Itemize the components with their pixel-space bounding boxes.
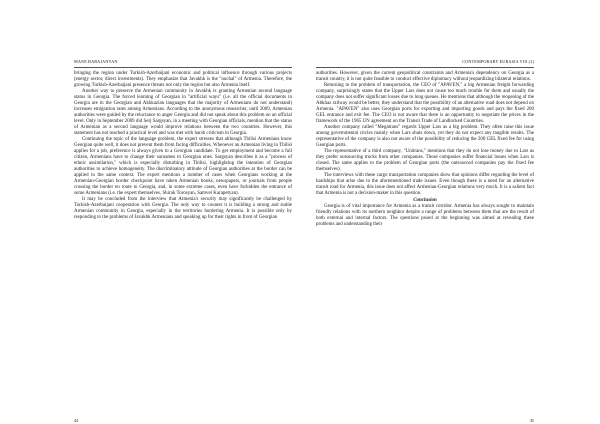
paragraph: Returning to the problem of transportation, the CEO of "APAVEN," a big Armenian freight forwarding company, surprisingly states that the Upper Lars does not cause too much trouble for them and usually the company does not suffer significant losses due to long queues. He mentions that although the reopening of the Abkhaz railway would be better, they understand that the possibility of an alternative road does not depend on Armenia. "APAVEN" also uses Georgian ports for exporting and importing goods and pays the fixed 200 GEL entrance and exit fee. The CEO is not aware that there is an opportunity to negotiate the prices in the framework of the 1965 UN agreement on the Transit Trade of Landlocked Countries. [316,83,534,124]
running-head-author: MANE BABAJANYAN [74,59,118,64]
left-page [74,0,292,424]
paragraph: The interviews with these cargo transportation companies show that opinions differ regarding the level of hardships that arise due to the aforementioned trade issues. Even though there is a need for an alternative transit road for Armenia, this issue does not affect Armenian-Georgian relations very much. It is a salient fact that Armenia is not a decision-maker in this question. [316,173,534,196]
paragraph: bringing the region under Turkish-Azerbaijani economic and political influence through various projects (energy sector, direct investments). They emphasize that Javakhk is the "nuchal" of Armenia. Therefore, the growing Turkish-Azerbaijani presence threats not only the region but also Armenia itself. [74,71,292,88]
page-number-right: 45 [529,418,534,423]
paragraph: Georgia is of vital importance for Armenia as a transit corridor. Armenia has always sought to maintain friendly relations with its northern neighbor despite a range of problems between them that are the result of both external and internal factors. The questions posed at the beginning was aimed at revealing these problems and understanding their [316,203,534,227]
paragraph: Another way to preserve the Armenian community in Javakhk is granting Armenian second language status in Georgia. The forced learning of Georgian in "artificial ways" (i.e. all the official documents in Georgia are in the Georgian and Akhkazian languages that the majority of Armenians do not understand) increases emigration rates among Armenians. According to the anonymous researcher, until 2009, Armenian authorities were guided by the reluctance to anger Georgia and did not speak about this problem on an official level. Only in September 2009 did Serj Sargsyan, in a meeting with Georgian officials, mention that the status of Armenian as a second language would improve relations between the two countries. However, this statement has not reached a practical level and was met with harsh criticism in Georgia. [74,89,292,136]
paragraph: It may be concluded from the interview that Armenia's security may significantly be challenged by Turkish-Azerbaijani cooperation with Georgia. The only way to counter it is building a strong and stable Armenian community in Georgia, especially in the territories bordering Armenia. It is possible only by responding to the problems of Javakhk Armenians and speaking up for their rights in front of Georgian [74,197,292,220]
right-page-body [316,71,534,228]
left-page-body [74,71,292,221]
paragraph: authorities. However, given the current geopolitical constraints and Armenia's dependency on Georgia as a transit country, it is not quite feasible to conduct effective diplomacy without jeopardizing bilateral relations. [316,71,534,82]
right-running-header [316,58,534,68]
paragraph: Continuing the topic of the language problem, the expert stresses that although Tbilisi Armenians know Georgian quite well, it does not prevent them from facing difficulties. Whenever an Armenian living in Tbilisi applies for a job, preference is always given to a Georgian candidate. To get employment and become a full citizen, Armenians have to change their surnames to Georgian ones. Sargsyan describes it as a "process of ethnic assimilation," which is especially disturbing in Tbilisi, highlighting the intention of Georgian authorities to achieve homogeneity. The discriminatory attitude of Georgian authorities at the border can be applied to the same context. The expert mentions a number of cases when Georgians working at the Armenian-Georgian border checkpoint have taken Armenian books, newspapers, or journals from people crossing the border en route to Georgia, and, in some extreme cases, even have forbidden the entrance of some Armenians (i.e. the expert themselves, Shirak Torosyan, Samvel Karapetyan). [74,137,292,196]
right-page [316,0,534,424]
section-heading: Conclusion [413,197,437,203]
paragraph: Another company called "Megatrans" regards Upper Lars as a big problem. They often raise this issue among governmental circles mainly when Lars shuts down, yet they do not expect any tangible results. The representative of the company is also not aware of the possibility of reducing the 200 GEL fixed fee for using Georgian ports. [316,125,534,148]
page-number-left: 44 [74,418,79,423]
left-running-header [74,58,292,68]
running-head-journal: CONTEMPORARY EURASIA VIII (2) [462,59,534,64]
paragraph: The representative of a third company, "Unitrans," mentions that they do not lose money due to Lars as they prefer outsourcing trucks from other companies. Those companies suffer financial losses when Lars is closed. The same applies to the problem of Georgian ports (the outsourced companies pay the fixed fee themselves). [316,149,534,172]
